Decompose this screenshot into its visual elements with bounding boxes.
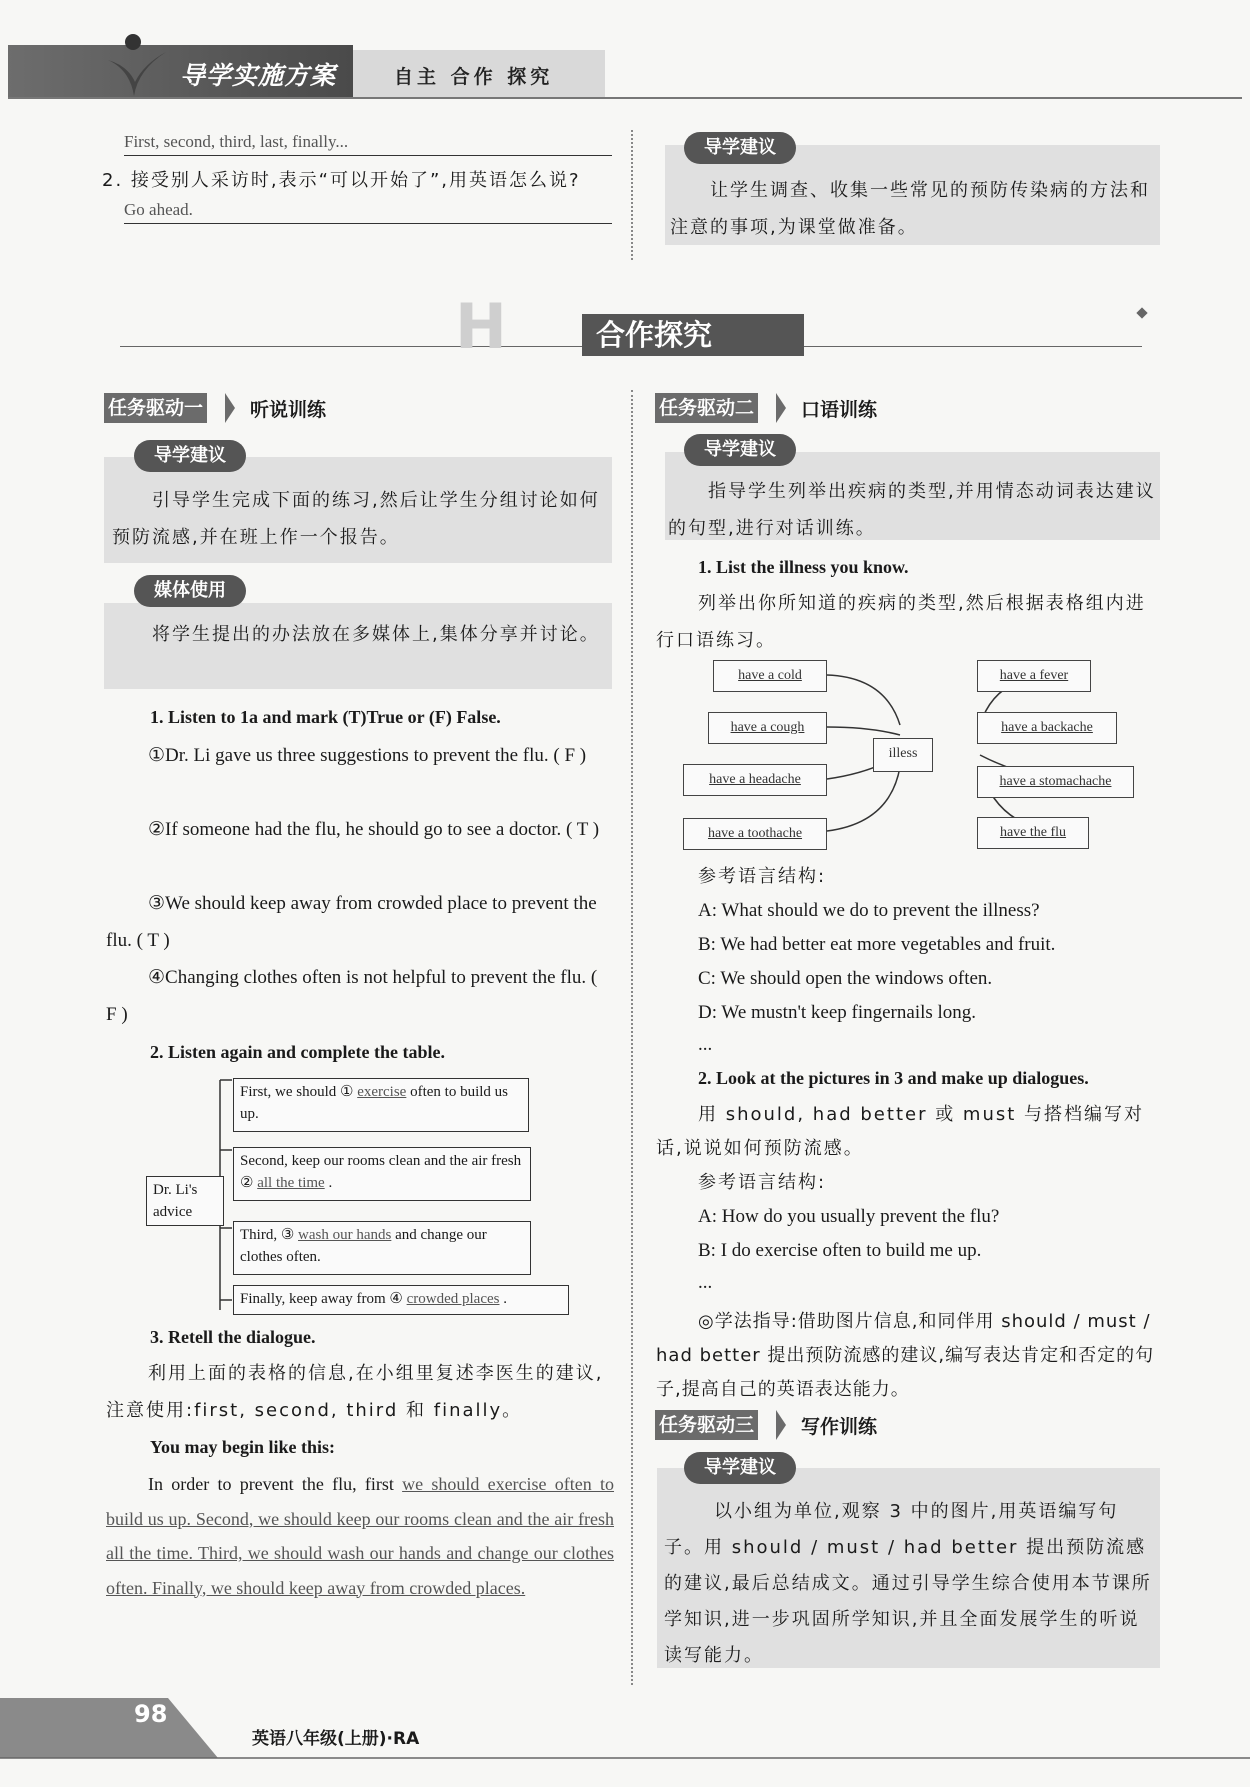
ex2-title: 2. Listen again and complete the table.	[150, 1042, 445, 1062]
task3-tip-text: 以小组为单位,观察 3 中的图片,用英语编写句子。用 should / must / had better 提出预防流感的建议,最后总结成文。通过引导学生综合使用本节课所学知识,进一步巩固所学知识,并且全面发展学生的听说读写能力。	[664, 1501, 1152, 1666]
footer-band	[0, 1688, 1250, 1787]
reader-logo-icon	[100, 30, 172, 100]
task1-tag: 任务驱动一	[104, 393, 207, 423]
ex3-text: 利用上面的表格的信息,在小组里复述李医生的建议,注意使用:first, second, third 和 finally。	[106, 1363, 604, 1421]
task2-ex1-text: 列举出你所知道的疾病的类型,然后根据表格组内进行口语练习。	[656, 593, 1146, 651]
advice-row-1: First, we should ① exercise often to build us up.	[233, 1078, 529, 1132]
ex3-title: 3. Retell the dialogue.	[150, 1327, 316, 1347]
task1-tip-tag: 导学建议	[134, 440, 246, 472]
begin-label: You may begin like this:	[150, 1437, 336, 1457]
book-title: 英语八年级(上册)·RA	[252, 1729, 420, 1749]
illness-left-4: have a toothache	[683, 818, 827, 850]
illness-right-3: have a stomachache	[977, 766, 1134, 798]
section-title: 合作探究	[596, 318, 713, 352]
illness-left-3: have a headache	[683, 764, 827, 796]
ref-line-2: B: We had better eat more vegetables and fruit.	[698, 934, 1056, 955]
statement-3: ③We should keep away from crowded place to prevent the flu. ( T )	[106, 893, 597, 951]
task2-tip-text: 指导学生列举出疾病的类型,并用情态动词表达建议的句型,进行对话训练。	[668, 481, 1156, 539]
tip-tag-top: 导学建议	[684, 132, 796, 164]
answer-2: Go ahead.	[124, 200, 193, 219]
ref-line-4: D: We mustn't keep fingernails long.	[698, 1002, 977, 1023]
task3-title: 写作训练	[801, 1416, 878, 1438]
task2-tag: 任务驱动二	[655, 393, 758, 423]
task1-title: 听说训练	[250, 399, 327, 421]
header-rule	[8, 97, 1242, 99]
header-tabs: 自主 合作 探究	[394, 66, 554, 88]
method-guide: ◎学法指导:借助图片信息,和同伴用 should / must / had better 提出预防流感的建议,编写表达肯定和否定的句子,提高自己的英语表达能力。	[656, 1311, 1155, 1400]
section-decoration-h: H	[455, 290, 507, 363]
question-2: 2. 接受别人采访时,表示“可以开始了”,用英语怎么说?	[102, 170, 581, 191]
task1-tip-text: 引导学生完成下面的练习,然后让学生分组讨论如何预防流感,并在班上作一个报告。	[112, 490, 600, 548]
advice-row-2: Second, keep our rooms clean and the air fresh ② all the time .	[233, 1147, 531, 1201]
illness-center: illess	[873, 738, 933, 772]
answer-line-1	[124, 132, 612, 156]
advice-label-box	[146, 1176, 224, 1226]
illness-left-1: have a cold	[713, 660, 827, 692]
column-divider-top	[631, 130, 633, 260]
illness-right-2: have a backache	[977, 712, 1117, 744]
advice-blank-2: all the time	[257, 1175, 325, 1191]
task1-arrow-icon	[225, 393, 235, 423]
begin-answer: we should exercise often to build us up. Second, we should keep our rooms clean and the air fresh all the time. Third, we should wash our hands and change our clothes often. Finally, we should keep away from crowded places.	[106, 1474, 615, 1598]
column-divider	[631, 390, 633, 1685]
advice-row-3: Third, ③ wash our hands and change our clothes often.	[233, 1221, 531, 1275]
header-title: 导学实施方案	[180, 61, 337, 90]
ref2-line-2: B: I do exercise often to build me up.	[698, 1240, 982, 1261]
ref2-line-1: A: How do you usually prevent the flu?	[698, 1206, 1000, 1227]
task2-ex1-title: 1. List the illness you know.	[698, 557, 909, 577]
statement-2: ②If someone had the flu, he should go to see a doctor. ( T )	[148, 819, 600, 840]
advice-label: Dr. Li's advice	[153, 1182, 198, 1220]
ref-line-3: C: We should open the windows often.	[698, 968, 993, 989]
ref-label-2: 参考语言结构:	[698, 1172, 827, 1193]
illness-right-1: have a fever	[977, 660, 1091, 692]
advice-blank-1: exercise	[357, 1084, 407, 1100]
task2-tip-tag: 导学建议	[684, 434, 796, 466]
task3-tip-tag: 导学建议	[684, 1452, 796, 1484]
task2-arrow-icon	[776, 393, 786, 423]
advice-blank-3: wash our hands	[298, 1227, 392, 1243]
statement-1: ①Dr. Li gave us three suggestions to prevent the flu. ( F )	[148, 745, 587, 766]
task3-arrow-icon	[776, 1410, 786, 1440]
task2-ex2-text: 用 should, had better 或 must 与搭档编写对话,说说如何预防流感。	[656, 1104, 1145, 1159]
illness-right-4: have the flu	[977, 817, 1089, 849]
advice-blank-4: crowded places	[406, 1291, 500, 1307]
task1-media-text: 将学生提出的办法放在多媒体上,集体分享并讨论。	[152, 624, 600, 645]
ref-label-1: 参考语言结构:	[698, 866, 827, 887]
ex1-title: 1. Listen to 1a and mark (T)True or (F) False.	[150, 707, 501, 727]
advice-row-4: Finally, keep away from ④ crowded places .	[233, 1285, 569, 1315]
task2-title: 口语训练	[801, 399, 878, 421]
page-number: 98	[134, 1700, 168, 1728]
ref2-line-3: ...	[698, 1272, 713, 1293]
answer-line-2	[124, 200, 612, 224]
answer-1: First, second, third, last, finally...	[124, 132, 349, 151]
task2-ex2-title: 2. Look at the pictures in 3 and make up dialogues.	[698, 1068, 1089, 1088]
task1-media-tag: 媒体使用	[134, 575, 246, 607]
begin-paragraph: In order to prevent the flu, first we should exercise often to build us up. Second, we should keep our rooms clean and the air fresh all the time. Third, we should wash our hands and change our clothes often. Finally, we should keep away from crowded places.	[106, 1474, 615, 1598]
ref-line-5: ...	[698, 1034, 713, 1055]
section-rule-end-icon	[1136, 307, 1147, 318]
ref-line-1: A: What should we do to prevent the illness?	[698, 900, 1040, 921]
tip-text-top: 让学生调查、收集一些常见的预防传染病的方法和注意的事项,为课堂做准备。	[670, 180, 1150, 238]
task3-tag: 任务驱动三	[655, 1410, 758, 1440]
statement-4: ④Changing clothes often is not helpful to prevent the flu. ( F )	[106, 967, 598, 1025]
illness-left-2: have a cough	[708, 712, 827, 744]
